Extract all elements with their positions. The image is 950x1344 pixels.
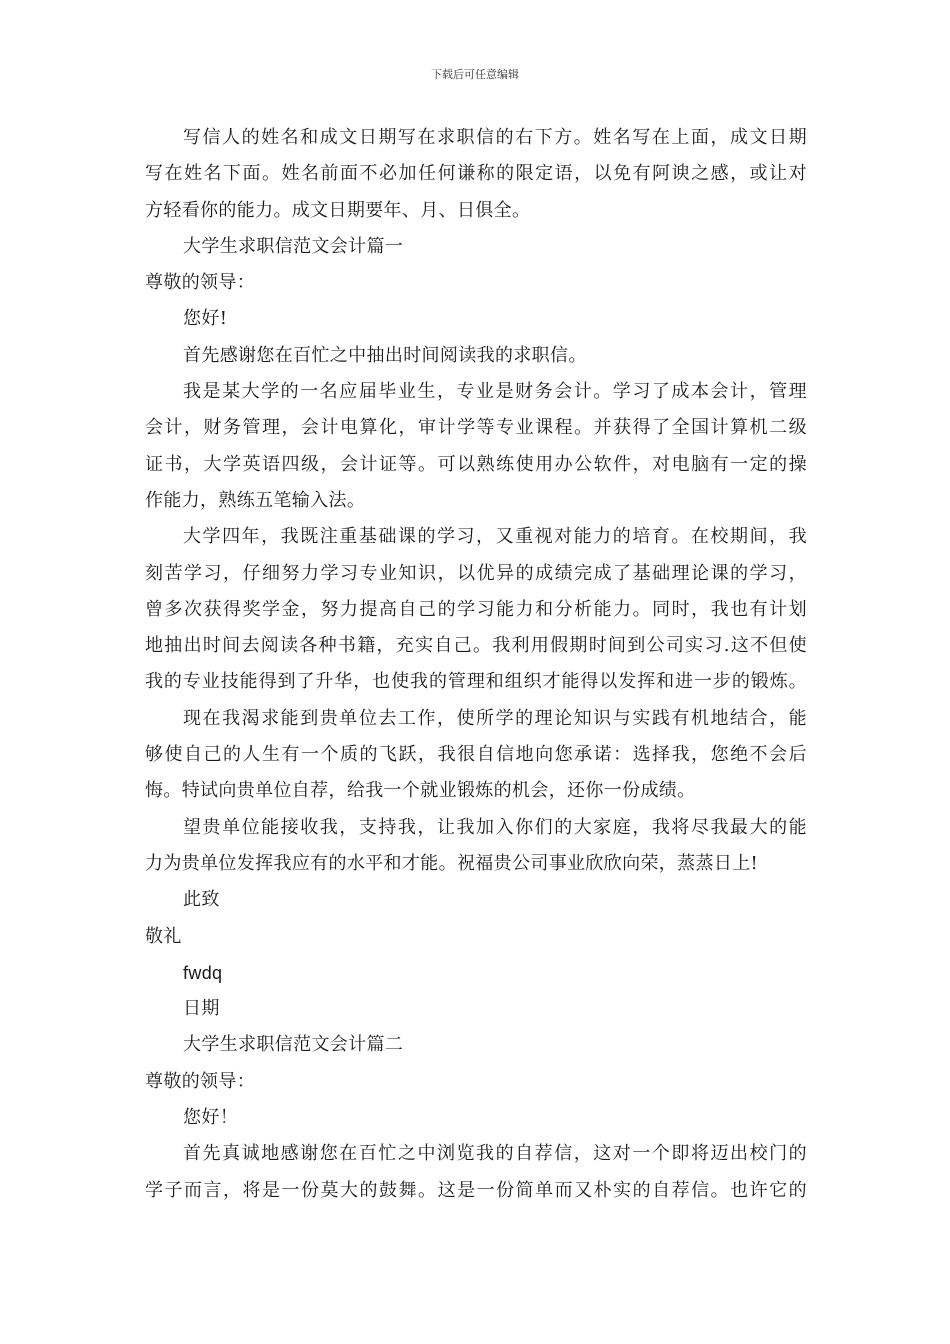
text-line: 我是某大学的一名应届毕业生，专业是财务会计。学习了成本会计，管理 (183, 381, 807, 403)
text-line: 学子而言，将是一份莫大的鼓舞。这是一份简单而又朴实的自荐信。也许它的 (145, 1179, 807, 1201)
text-line: 会计，财务管理，会计电算化，审计学等专业课程。并获得了全国计算机二级 (145, 417, 807, 439)
section-title: 大学生求职信范文会计篇一 (183, 235, 404, 257)
text-line: 首先真诚地感谢您在百忙之中浏览我的自荐信，这对一个即将迈出校门的 (183, 1143, 807, 1165)
section-title: 大学生求职信范文会计篇二 (183, 1034, 404, 1056)
text-line: 悔。特试向贵单位自荐，给我一个就业锻炼的机会，还你一份成绩。 (145, 780, 696, 802)
text-line: 首先感谢您在百忙之中抽出时间阅读我的求职信。 (183, 344, 587, 366)
salutation: 尊敬的领导： (145, 272, 256, 294)
closing-line: 敬礼 (145, 925, 182, 947)
text-line: 曾多次获得奖学金，努力提高自己的学习能力和分析能力。同时，我也有计划 (145, 598, 807, 620)
text-line: 作能力，熟练五笔输入法。 (145, 489, 366, 511)
text-line: 证书，大学英语四级，会计证等。可以熟练使用办公软件，对电脑有一定的操 (145, 453, 807, 475)
text-line: 力为贵单位发挥我应有的水平和才能。祝福贵公司事业欣欣向荣，蒸蒸日上! (145, 852, 759, 874)
text-line: 写信人的姓名和成文日期写在求职信的右下方。姓名写在上面，成文日期 (183, 127, 807, 148)
page-header-note: 下载后可任意编辑 (431, 68, 519, 81)
text-line: 方轻看你的能力。成文日期要年、月、日俱全。 (145, 199, 531, 221)
signature: fwdq (183, 962, 223, 983)
text-line: 写在姓名下面。姓名前面不必加任何谦称的限定语，以免有阿谀之感，或让对 (145, 163, 807, 185)
text-line: 望贵单位能接收我，支持我，让我加入你们的大家庭，我将尽我最大的能 (183, 816, 807, 838)
text-line: 现在我渴求能到贵单位去工作，使所学的理论知识与实践有机地结合，能 (183, 707, 807, 729)
salutation: 尊敬的领导： (145, 1070, 256, 1092)
closing-line: 此致 (183, 889, 220, 911)
greeting: 您好! (183, 308, 228, 330)
date-line: 日期 (183, 998, 220, 1020)
text-line: 地抽出时间去阅读各种书籍，充实自己。我利用假期时间到公司实习.这不但使 (145, 635, 807, 657)
text-line: 够使自己的人生有一个质的飞跃，我很自信地向您承诺：选择我，您绝不会后 (145, 744, 807, 766)
letter-body (145, 120, 807, 1209)
greeting: 您好！ (183, 1107, 239, 1129)
text-line: 刻苦学习，仔细努力学习专业知识，以优异的成绩完成了基础理论课的学习， (145, 562, 807, 584)
text-line: 大学四年，我既注重基础课的学习，又重视对能力的培育。在校期间，我 (183, 526, 807, 548)
text-line: 我的专业技能得到了升华，也使我的管理和组织才能得以发挥和进一步的锻炼。 (145, 671, 807, 693)
